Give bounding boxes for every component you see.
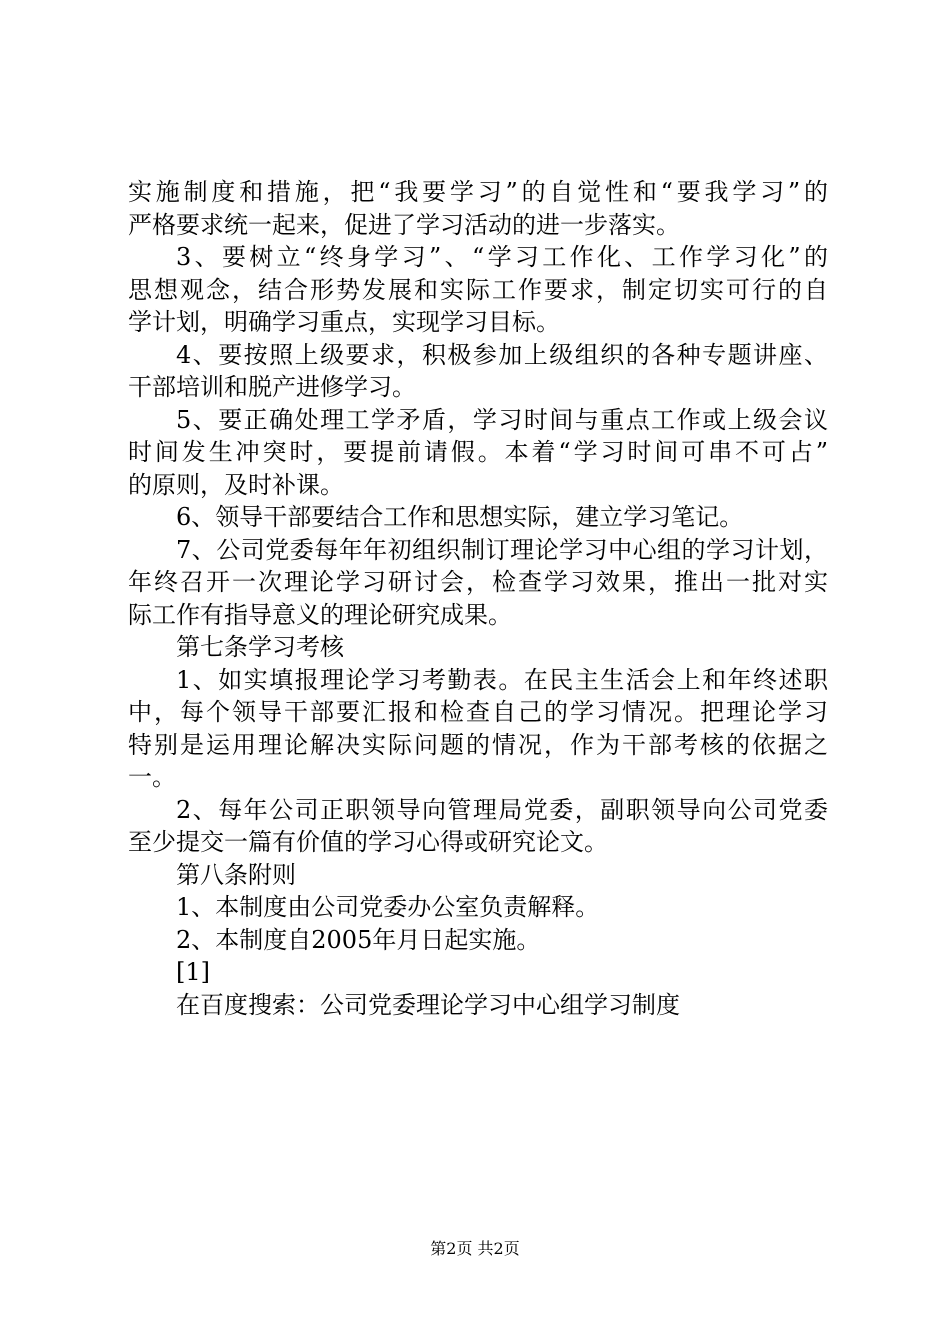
text-line-12: 7、公司党委每年年初组织制订理论学习中心组的学习计划，	[176, 535, 828, 564]
text-line-20: 2、每年公司正职领导向管理局党委，副职领导向公司党委	[176, 795, 828, 824]
text-line-1: 实施制度和措施，把“我要学习”的自觉性和“要我学习”的	[128, 178, 828, 206]
text-line-10: 的原则，及时补课。	[128, 470, 344, 499]
section-heading-8: 第八条附则	[176, 860, 296, 889]
text-line-4: 思想观念，结合形势发展和实际工作要求，制定切实可行的自	[128, 275, 828, 304]
text-line-18: 特别是运用理论解决实际问题的情况，作为干部考核的依据之	[128, 730, 828, 759]
text-line-19: 一。	[128, 763, 176, 791]
text-line-13: 年终召开一次理论学习研讨会，检查学习效果，推出一批对实	[128, 568, 828, 596]
text-line-11: 6、领导干部要结合工作和思想实际，建立学习笔记。	[176, 503, 744, 531]
text-line-2: 严格要求统一起来，促进了学习活动的进一步落实。	[128, 210, 680, 239]
page-number-footer: 第2页 共2页	[430, 1239, 520, 1258]
text-line-17: 中，每个领导干部要汇报和检查自己的学习情况。把理论学习	[128, 698, 828, 726]
search-hint-line: 在百度搜索：公司党委理论学习中心组学习制度	[176, 990, 680, 1019]
text-line-23: 1、本制度由公司党委办公室负责解释。	[176, 893, 600, 921]
text-line-6: 4、要按照上级要求，积极参加上级组织的各种专题讲座、	[176, 340, 828, 369]
text-line-5: 学计划，明确学习重点，实现学习目标。	[128, 308, 560, 336]
section-heading-7: 第七条学习考核	[176, 633, 344, 661]
text-line-3: 3、要树立“终身学习”、“学习工作化、工作学习化”的	[176, 243, 828, 271]
text-line-24: 2、本制度自2005年月日起实施。	[176, 925, 541, 954]
text-line-9: 时间发生冲突时，要提前请假。本着“学习时间可串不可占”	[128, 438, 828, 466]
text-line-7: 干部培训和脱产进修学习。	[128, 373, 416, 401]
reference-marker: [1]	[176, 958, 210, 986]
text-line-14: 际工作有指导意义的理论研究成果。	[128, 600, 512, 629]
text-line-21: 至少提交一篇有价值的学习心得或研究论文。	[128, 828, 608, 856]
text-line-8: 5、要正确处理工学矛盾，学习时间与重点工作或上级会议	[176, 405, 828, 434]
text-line-16: 1、如实填报理论学习考勤表。在民主生活会上和年终述职	[176, 665, 828, 694]
document-body	[128, 176, 828, 1021]
